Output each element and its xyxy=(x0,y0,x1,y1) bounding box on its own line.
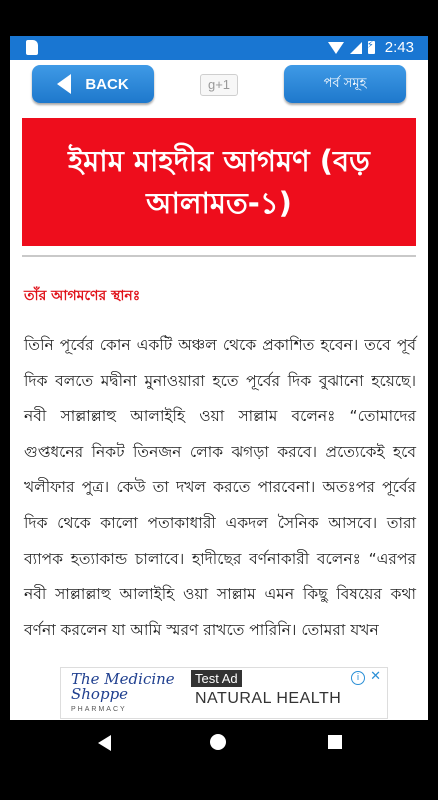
toolbar xyxy=(10,60,428,112)
google-plus-one-button[interactable]: g+1 xyxy=(200,74,238,96)
ad-banner-area xyxy=(10,665,428,720)
battery-charging-icon xyxy=(368,41,375,54)
device-frame-top xyxy=(0,0,438,36)
ad-banner[interactable] xyxy=(60,667,388,719)
status-time: 2:43 xyxy=(384,39,414,56)
advertiser-logo: The Medicine Shoppe PHARMACY xyxy=(71,670,175,713)
nav-back-icon[interactable] xyxy=(98,735,111,751)
ad-info-icon[interactable]: i xyxy=(351,671,365,685)
wifi-icon xyxy=(328,42,344,54)
sd-card-icon xyxy=(26,40,38,55)
chapters-button[interactable]: পর্ব সমূহ xyxy=(284,65,406,103)
device-frame-bottom xyxy=(0,766,438,800)
back-button[interactable] xyxy=(32,65,154,103)
navigation-bar xyxy=(10,720,428,766)
test-ad-label: Test Ad xyxy=(191,670,242,687)
status-bar xyxy=(10,36,428,60)
nav-recents-icon[interactable] xyxy=(328,735,342,749)
device-frame-right xyxy=(428,0,438,800)
app-content xyxy=(10,60,428,725)
nav-home-icon[interactable] xyxy=(210,734,226,750)
back-arrow-icon xyxy=(57,74,71,94)
ad-brand-text: NATURAL HEALTH xyxy=(195,690,342,707)
article-subheading: তাঁর আগমণের স্থানঃ xyxy=(24,288,141,304)
article-title: ইমাম মাহদীর আগমণ (বড় আলামত-১) xyxy=(22,118,416,246)
device-frame-left xyxy=(0,0,10,800)
cell-signal-icon xyxy=(350,42,362,54)
article-body: তিনি পূর্বের কোন একটি অঞ্চল থেকে প্রকাশিত হবেন। তবে পূর্ব দিক বলতে মদ্বীনা মুনাওয়ারা হতে পূর্বের দিক বুঝানো হয়েছে। নবী সাল্লাল্লাহু আলাইহি ওয়া সাল্লাম বলেনঃ “তোমাদের গুপ্তধনের নিকট তিনজন লোক ঝগড়া করবে। প্রত্যেকেই হবে খলীফার পুত্র। কেউ তা দখল করতে পারবেনা। অতঃপর পূর্বের দিক থেকে কালো পতাকাধারী একদল সৈনিক আসবে। তারা ব্যাপক হত্যাকান্ড চালাবে। হাদীছের বর্ণনাকারী বলেনঃ “এরপর নবী সাল্লাল্লাহু আলাইহি ওয়া সাল্লাম এমন কিছু বিষয়ের কথা বর্ণনা করলেন যা আমি স্মরণ রাখতে পারিনি। তোমরা যখন xyxy=(24,336,416,639)
title-divider xyxy=(22,255,416,257)
ad-close-icon[interactable]: ✕ xyxy=(370,669,381,684)
back-button-label: BACK xyxy=(85,75,129,93)
